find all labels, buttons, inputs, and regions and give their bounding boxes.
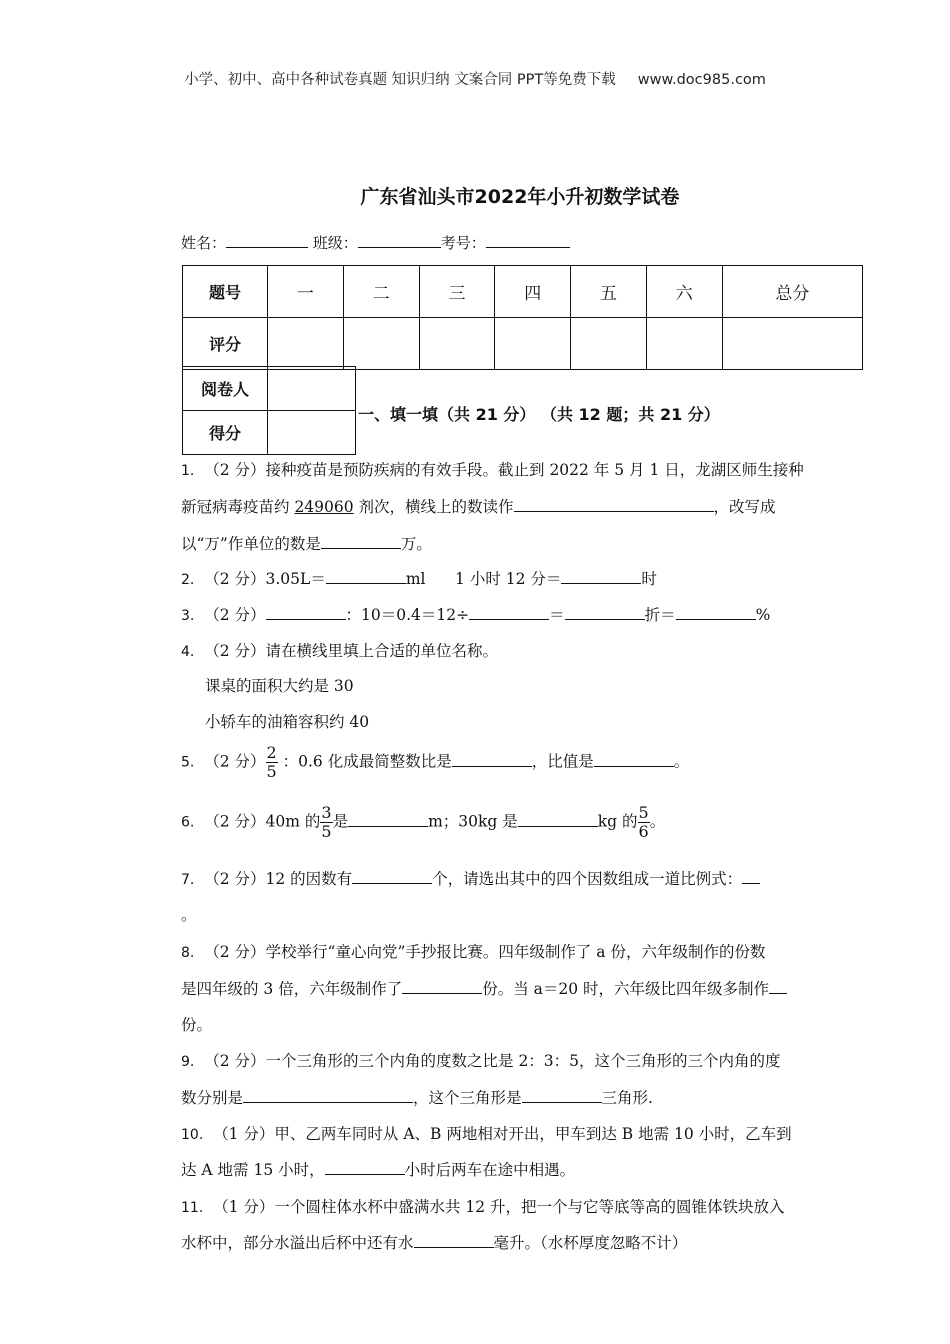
score-col-4: 四 — [495, 266, 571, 318]
score-cell[interactable] — [646, 318, 722, 370]
q-points: （2 分） — [204, 870, 266, 888]
score-label: 得分 — [183, 411, 268, 455]
q-points: （2 分） — [204, 943, 266, 961]
q-number: 5. — [181, 754, 195, 771]
q-text: ml — [405, 570, 426, 588]
q-text: 以“万”作单位的数是 — [181, 535, 321, 553]
reviewer-cell[interactable] — [268, 367, 356, 411]
score-cell[interactable] — [268, 318, 344, 370]
page-header — [0, 68, 950, 89]
score-col-2: 二 — [343, 266, 419, 318]
fraction-denominator: 6 — [638, 822, 649, 841]
q-number: 7. — [181, 872, 195, 888]
answer-blank[interactable] — [414, 1232, 494, 1248]
q-text: 一个圆柱体水杯中盛满水共 12 升，把一个与它等底等高的圆锥体铁块放入 — [274, 1198, 785, 1216]
q-text: ：0.6 化成最简整数比是 — [282, 752, 452, 771]
class-blank[interactable] — [358, 232, 441, 248]
q-text: 3.05L＝ — [265, 570, 326, 588]
exam-no-label: 考号： — [440, 234, 486, 252]
q-text: 小时后两车在途中相遇。 — [404, 1161, 576, 1179]
question-9-line2 — [181, 1086, 653, 1108]
q-text: 数分别是 — [181, 1089, 244, 1107]
q-text: ，这个三角形是 — [413, 1089, 522, 1107]
question-3 — [181, 603, 770, 625]
score-col-3: 三 — [419, 266, 495, 318]
fraction-denominator: 5 — [321, 822, 332, 841]
answer-blank[interactable] — [469, 604, 549, 620]
question-8-line2 — [181, 977, 787, 999]
q-number: 9. — [181, 1054, 195, 1070]
class-label: 班级： — [308, 234, 358, 252]
score-value-cell[interactable] — [268, 411, 356, 455]
q-text: ，改写成 — [713, 498, 776, 516]
question-6 — [181, 804, 665, 841]
name-label: 姓名： — [181, 234, 227, 252]
score-cell[interactable] — [571, 318, 647, 370]
answer-blank[interactable] — [742, 868, 760, 884]
answer-blank[interactable] — [676, 604, 756, 620]
score-col-5: 五 — [571, 266, 647, 318]
answer-blank[interactable] — [769, 978, 787, 994]
score-col-6: 六 — [646, 266, 722, 318]
answer-blank[interactable] — [266, 604, 346, 620]
question-4-sub2: 小轿车的油箱容积约 40 — [205, 713, 370, 731]
reviewer-label: 阅卷人 — [183, 367, 268, 411]
fraction-3-5 — [320, 804, 332, 841]
score-cell[interactable] — [495, 318, 571, 370]
q-text: 接种疫苗是预防疾病的有效手段。截止到 2022 年 5 月 1 日，龙湖区师生接种 — [265, 461, 804, 479]
q-text: 水杯中，部分水溢出后杯中还有水 — [181, 1234, 414, 1252]
score-col-total: 总分 — [722, 266, 862, 318]
underlined-number: 249060 — [294, 498, 354, 516]
q-text: 一个三角形的三个内角的度数之比是 2：3：5，这个三角形的三个内角的度 — [265, 1052, 781, 1070]
reviewer-table — [182, 366, 356, 455]
q-text: kg 的 — [597, 812, 638, 831]
answer-blank[interactable] — [561, 568, 641, 584]
q-number: 6. — [181, 814, 195, 831]
answer-blank[interactable] — [326, 568, 406, 584]
q-text: m；30kg 是 — [428, 812, 518, 831]
score-cell[interactable] — [722, 318, 862, 370]
q-text: 新冠病毒疫苗约 — [181, 498, 295, 516]
score-cell[interactable] — [343, 318, 419, 370]
question-4-sub1: 课桌的面积大约是 30 — [205, 677, 354, 695]
q-text: 剂次，横线上的数读作 — [353, 498, 514, 516]
answer-blank[interactable] — [402, 978, 482, 994]
q-points: （2 分） — [204, 812, 266, 831]
q-points: （2 分） — [204, 752, 266, 771]
answer-blank[interactable] — [348, 811, 428, 827]
score-col-1: 一 — [268, 266, 344, 318]
fraction-2-5 — [266, 744, 278, 781]
q-text: % — [755, 606, 771, 624]
score-cell[interactable] — [419, 318, 495, 370]
q-text: 1 小时 12 分＝ — [455, 570, 562, 588]
question-2 — [181, 567, 657, 589]
q-number: 1. — [181, 463, 195, 479]
q-points: （2 分） — [204, 642, 266, 660]
fraction-5-6 — [638, 804, 650, 841]
fraction-denominator: 5 — [266, 762, 277, 781]
q-text: 。 — [673, 752, 690, 771]
fraction-numerator: 5 — [638, 803, 649, 822]
q-number: 3. — [181, 608, 195, 624]
q-text: 。 — [649, 812, 666, 831]
q-number: 2. — [181, 572, 195, 588]
section-1-title: 一、填一填（共 21 分） （共 12 题；共 21 分） — [358, 405, 720, 424]
answer-blank[interactable] — [565, 604, 645, 620]
student-info — [181, 232, 570, 253]
q-text: 是 — [332, 812, 349, 831]
exam-no-blank[interactable] — [486, 232, 570, 248]
q-text: ＝ — [549, 606, 565, 624]
score-table — [182, 265, 863, 370]
q-points: （2 分） — [204, 1052, 266, 1070]
answer-blank[interactable] — [321, 533, 401, 549]
answer-blank[interactable] — [522, 1087, 602, 1103]
answer-blank[interactable] — [518, 811, 598, 827]
question-7-end: 。 — [181, 906, 197, 924]
score-header-label: 题号 — [183, 266, 268, 318]
q-text: 40m 的 — [265, 812, 321, 831]
q-number: 11. — [181, 1200, 204, 1216]
q-text: 毫升。（水杯厚度忽略不计） — [493, 1234, 688, 1252]
question-4 — [181, 639, 498, 661]
score-row-label: 评分 — [183, 318, 268, 370]
q-text: 份。当 a＝20 时，六年级比四年级多制作 — [482, 980, 770, 998]
q-points: （1 分） — [213, 1198, 275, 1216]
answer-blank[interactable] — [452, 751, 532, 767]
question-1-line3 — [181, 532, 432, 554]
name-blank[interactable] — [226, 232, 308, 248]
score-value-row — [183, 318, 863, 370]
q-points: （2 分） — [204, 606, 266, 624]
answer-blank[interactable] — [514, 496, 714, 512]
q-number: 4. — [181, 644, 195, 660]
header-text: 小学、初中、高中各种试卷真题 知识归纳 文案合同 PPT等免费下载 — [184, 72, 616, 88]
q-text: 12 的因数有 — [265, 870, 353, 888]
question-1-line2 — [181, 495, 776, 517]
q-text: 甲、乙两车同时从 A、B 两地相对开出，甲车到达 B 地需 10 小时，乙车到 — [274, 1125, 792, 1143]
answer-blank[interactable] — [243, 1087, 413, 1103]
question-11-line2 — [181, 1231, 687, 1253]
q-number: 8. — [181, 945, 195, 961]
header-url[interactable]: www.doc985.com — [637, 72, 766, 88]
q-text: 是四年级的 3 倍，六年级制作了 — [181, 980, 403, 998]
score-header-row — [183, 266, 863, 318]
answer-blank[interactable] — [594, 751, 674, 767]
exam-title: 广东省汕头市2022年小升初数学试卷 — [360, 186, 680, 208]
answer-blank[interactable] — [325, 1159, 405, 1175]
question-5 — [181, 744, 689, 781]
fraction-numerator: 3 — [321, 803, 332, 822]
q-text: 学校举行“童心向党”手抄报比赛。四年级制作了 a 份，六年级制作的份数 — [265, 943, 766, 961]
answer-blank[interactable] — [352, 868, 432, 884]
question-7 — [181, 867, 760, 889]
question-9 — [181, 1049, 781, 1071]
q-points: （2 分） — [204, 570, 266, 588]
question-8-line3: 份。 — [181, 1016, 213, 1034]
q-text: 达 A 地需 15 小时， — [181, 1161, 325, 1179]
question-10 — [181, 1122, 792, 1144]
q-number: 10. — [181, 1127, 204, 1143]
q-text: 万。 — [400, 535, 432, 553]
q-text: ：10＝0.4＝12÷ — [345, 606, 470, 624]
question-8 — [181, 940, 765, 962]
q-text: 三角形. — [601, 1089, 653, 1107]
q-text: 时 — [641, 570, 657, 588]
q-text: ，比值是 — [531, 752, 594, 771]
q-points: （2 分） — [204, 461, 266, 479]
q-text: 个，请选出其中的四个因数组成一道比例式： — [432, 870, 743, 888]
question-1 — [181, 458, 804, 480]
question-10-line2 — [181, 1158, 575, 1180]
fraction-numerator: 2 — [266, 743, 277, 762]
q-text: 折＝ — [644, 606, 676, 624]
q-text: 请在横线里填上合适的单位名称。 — [265, 642, 499, 660]
q-points: （1 分） — [213, 1125, 275, 1143]
question-11 — [181, 1195, 785, 1217]
